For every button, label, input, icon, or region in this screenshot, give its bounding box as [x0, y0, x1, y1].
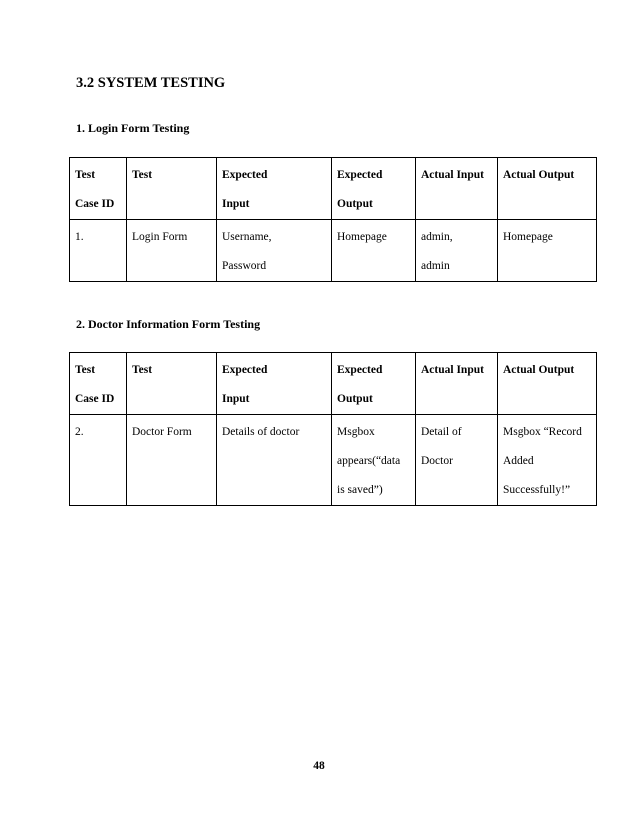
- header-text: Expected: [222, 364, 268, 376]
- header-text: Expected: [337, 364, 383, 376]
- cell-text: Login Form: [132, 231, 188, 243]
- cell-text: appears(“data: [337, 455, 401, 467]
- table-cell: [70, 220, 127, 282]
- cell-text: Added: [503, 455, 534, 467]
- header-text: Case ID: [75, 393, 115, 405]
- table-cell: [70, 415, 127, 506]
- table-cell: [498, 415, 597, 506]
- column-header: [217, 353, 332, 415]
- table-cell: [217, 220, 332, 282]
- header-text: Output: [337, 393, 373, 405]
- table-header-row: [70, 353, 597, 415]
- column-header: [416, 353, 498, 415]
- cell-text: Detail of: [421, 426, 462, 438]
- cell-text: Successfully!”: [503, 484, 571, 496]
- header-text: Test: [132, 169, 153, 181]
- table-cell: [127, 415, 217, 506]
- column-header: [70, 353, 127, 415]
- header-text: Expected: [222, 169, 268, 181]
- table-header-row: [70, 158, 597, 220]
- column-header: [416, 158, 498, 220]
- table-cell: [498, 220, 597, 282]
- table-row: [70, 220, 597, 282]
- cell-text: Username,: [222, 231, 272, 243]
- header-text: Input: [222, 393, 250, 405]
- header-text: Actual Output: [503, 169, 575, 181]
- cell-text: Password: [222, 260, 267, 272]
- table-cell: [332, 220, 416, 282]
- page-number: 48: [313, 760, 325, 772]
- cell-text: 1.: [75, 231, 84, 243]
- header-text: Output: [337, 198, 373, 210]
- header-text: Actual Input: [421, 364, 484, 376]
- header-text: Test: [75, 169, 96, 181]
- cell-text: Homepage: [337, 231, 387, 243]
- cell-text: Msgbox “Record: [503, 426, 582, 438]
- doctor-form-test-table: [69, 352, 597, 506]
- cell-text: is saved”): [337, 484, 383, 496]
- header-text: Test: [75, 364, 96, 376]
- table-cell: [416, 220, 498, 282]
- column-header: [217, 158, 332, 220]
- table-cell: [416, 415, 498, 506]
- cell-text: admin,: [421, 231, 453, 243]
- header-text: Actual Output: [503, 364, 575, 376]
- cell-text: admin: [421, 260, 450, 272]
- column-header: [70, 158, 127, 220]
- cell-text: Doctor: [421, 455, 453, 467]
- cell-text: Details of doctor: [222, 426, 300, 438]
- table-cell: [217, 415, 332, 506]
- column-header: [498, 158, 597, 220]
- column-header: [127, 353, 217, 415]
- table-row: [70, 415, 597, 506]
- cell-text: Doctor Form: [132, 426, 192, 438]
- section-title: 3.2 SYSTEM TESTING: [76, 75, 226, 91]
- table-cell: [127, 220, 217, 282]
- header-text: Input: [222, 198, 250, 210]
- column-header: [332, 353, 416, 415]
- header-text: Case ID: [75, 198, 115, 210]
- column-header: [332, 158, 416, 220]
- header-text: Expected: [337, 169, 383, 181]
- column-header: [498, 353, 597, 415]
- column-header: [127, 158, 217, 220]
- login-form-test-table: [69, 157, 597, 282]
- doctor-form-testing-title: 2. Doctor Information Form Testing: [76, 317, 261, 331]
- cell-text: 2.: [75, 426, 84, 438]
- login-form-testing-title: 1. Login Form Testing: [76, 121, 190, 135]
- cell-text: Homepage: [503, 231, 553, 243]
- table-cell: [332, 415, 416, 506]
- cell-text: Msgbox: [337, 426, 375, 438]
- header-text: Actual Input: [421, 169, 484, 181]
- header-text: Test: [132, 364, 153, 376]
